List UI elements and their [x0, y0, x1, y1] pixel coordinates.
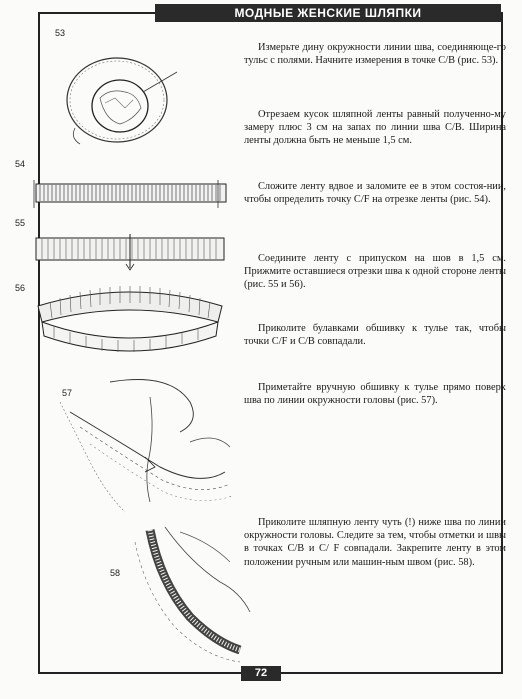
instruction-paragraph-5: Приколите булавками обшивку к тулье так, чтобы точки С/F и С/В совпадали. [244, 323, 506, 348]
figure-58-label: 58 [110, 568, 121, 578]
instruction-paragraph-4: Соедините ленту с припуском на шов в 1,5 см. Прижмите оставшиеся отрезки шва к одной стороне ленты (рис. 55 и 56). [244, 253, 506, 291]
figure-56-ribbon-loop-illustration [30, 278, 230, 358]
figure-53-hat-illustration [55, 28, 185, 148]
figure-58-ribbon-attach-illustration [120, 522, 260, 662]
page-number: 72 [241, 666, 281, 681]
header-rule [38, 12, 155, 14]
figure-53-label: 53 [55, 28, 66, 38]
instruction-paragraph-6: Приметайте вручную обшивку к тулье прямо поверх шва по линии окружности головы (рис. 57). [244, 382, 506, 407]
instruction-paragraph-3: Сложите ленту вдвое и заломите ее в этом состоя-нии, чтобы определить точку С/F на отрезке ленты (рис. 54). [244, 181, 506, 206]
figure-54-label: 54 [15, 159, 26, 169]
figure-57-label: 57 [62, 388, 73, 398]
figure-55-ribbon-illustration [32, 232, 232, 272]
figure-57-basting-illustration [50, 372, 240, 522]
figure-54-ribbon-illustration [32, 180, 232, 214]
instruction-paragraph-1: Измерьте дину окружности линии шва, соединяюще-го тульс с полями. Начните измерения в точке С/В (рис. 53). [244, 42, 506, 67]
instruction-paragraph-7: Приколите шляпную ленту чуть (!) ниже шва по линии окружности головы. Следите за тем, чтобы отметки и швы в точках С/В и С/ F совпадали. Закрепите ленту в этом положении ручным или машин-ным швом (рис. 58). [244, 517, 506, 568]
figure-55-label: 55 [15, 218, 26, 228]
page-header-title: МОДНЫЕ ЖЕНСКИЕ ШЛЯПКИ [155, 4, 501, 22]
instruction-paragraph-2: Отрезаем кусок шляпной ленты равный полученно-му замеру плюс 3 см на запах по линии шва С/В. Ширина ленты должна быть не меньше 1,5 см. [244, 109, 506, 147]
figure-56-label: 56 [15, 283, 26, 293]
